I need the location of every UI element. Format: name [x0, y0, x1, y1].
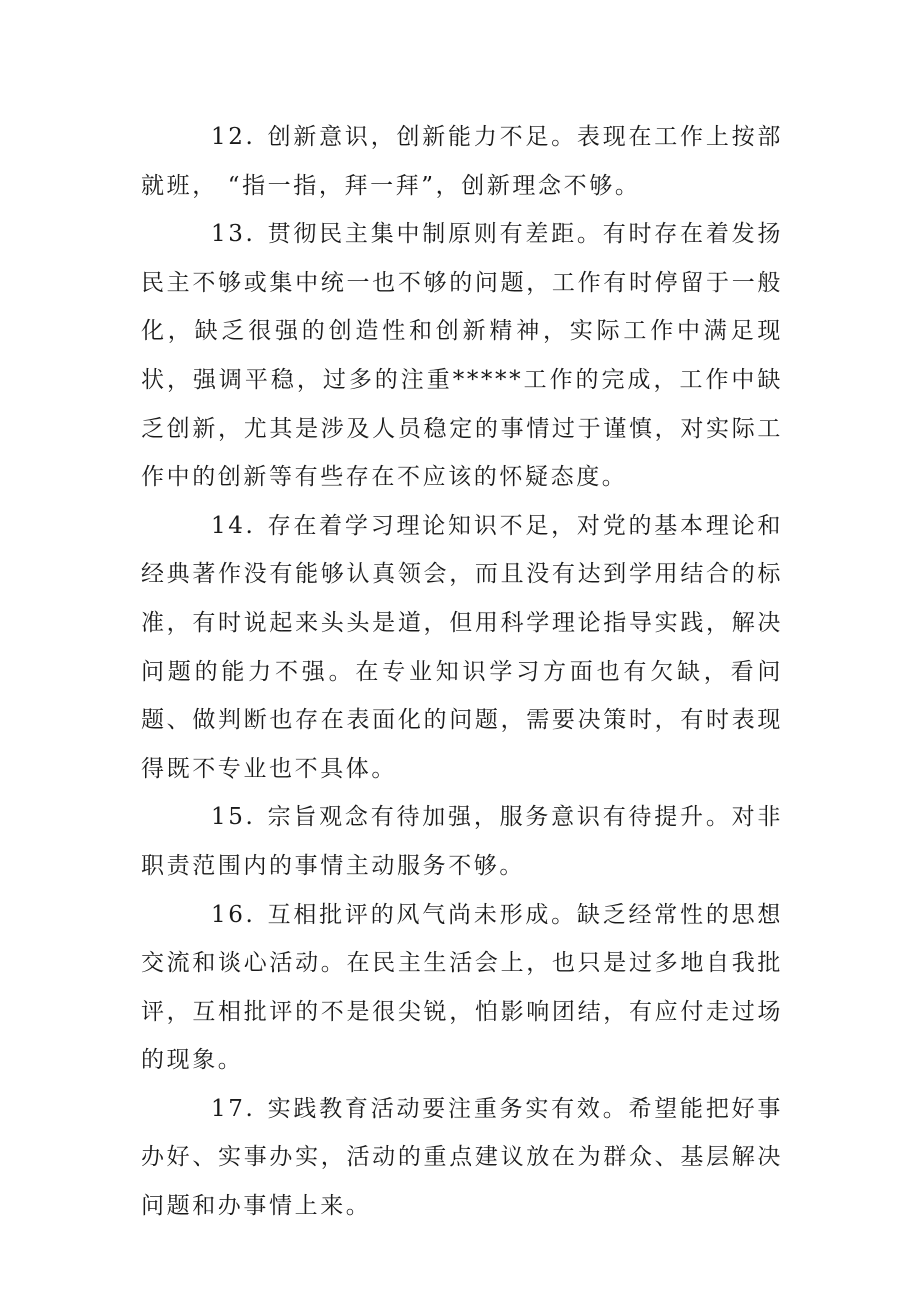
paragraph-17	[141, 1085, 783, 1231]
document-body	[141, 113, 783, 1231]
paragraph-text: 存在着学习理论知识不足，对党的基本理论和经典著作没有能够认真领会，而且没有达到学用结合的标准，有时说起来头头是道，但用科学理论指导实践，解决问题的能力不强。在专业知识学习方面也有欠缺，看问题、做判断也存在表面化的问题，需要决策时，有时表现得既不专业也不具体。	[141, 512, 783, 782]
paragraph-number: 15.	[211, 804, 256, 831]
paragraph-number: 13.	[211, 221, 256, 248]
paragraph-number: 17.	[211, 1095, 256, 1122]
paragraph-text: 互相批评的风气尚未形成。缺乏经常性的思想交流和谈心活动。在民主生活会上，也只是过多地自我批评，互相批评的不是很尖锐，怕影响团结，有应付走过场的现象。	[141, 901, 783, 1074]
paragraph-number: 14.	[211, 512, 256, 539]
paragraph-15	[141, 793, 783, 890]
paragraph-text: 贯彻民主集中制原则有差距。有时存在着发扬民主不够或集中统一也不够的问题，工作有时停留于一般化，缺乏很强的创造性和创新精神，实际工作中满足现状，强调平稳，过多的注重*****工作的完成，工作中缺乏创新，尤其是涉及人员稳定的事情过于谨慎，对实际工作中的创新等有些存在不应该的怀疑态度。	[141, 221, 783, 491]
paragraph-number: 16.	[211, 901, 256, 928]
paragraph-14	[141, 502, 783, 794]
paragraph-text: 实践教育活动要注重务实有效。希望能把好事办好、实事办实，活动的重点建议放在为群众、基层解决问题和办事情上来。	[141, 1095, 783, 1220]
paragraph-text: 创新意识，创新能力不足。表现在工作上按部就班， “指一指，拜一拜”，创新理念不够。	[141, 124, 783, 199]
paragraph-13	[141, 210, 783, 502]
paragraph-text: 宗旨观念有待加强，服务意识有待提升。对非职责范围内的事情主动服务不够。	[141, 804, 783, 879]
paragraph-16	[141, 891, 783, 1085]
paragraph-12	[141, 113, 783, 210]
paragraph-number: 12.	[211, 124, 256, 150]
